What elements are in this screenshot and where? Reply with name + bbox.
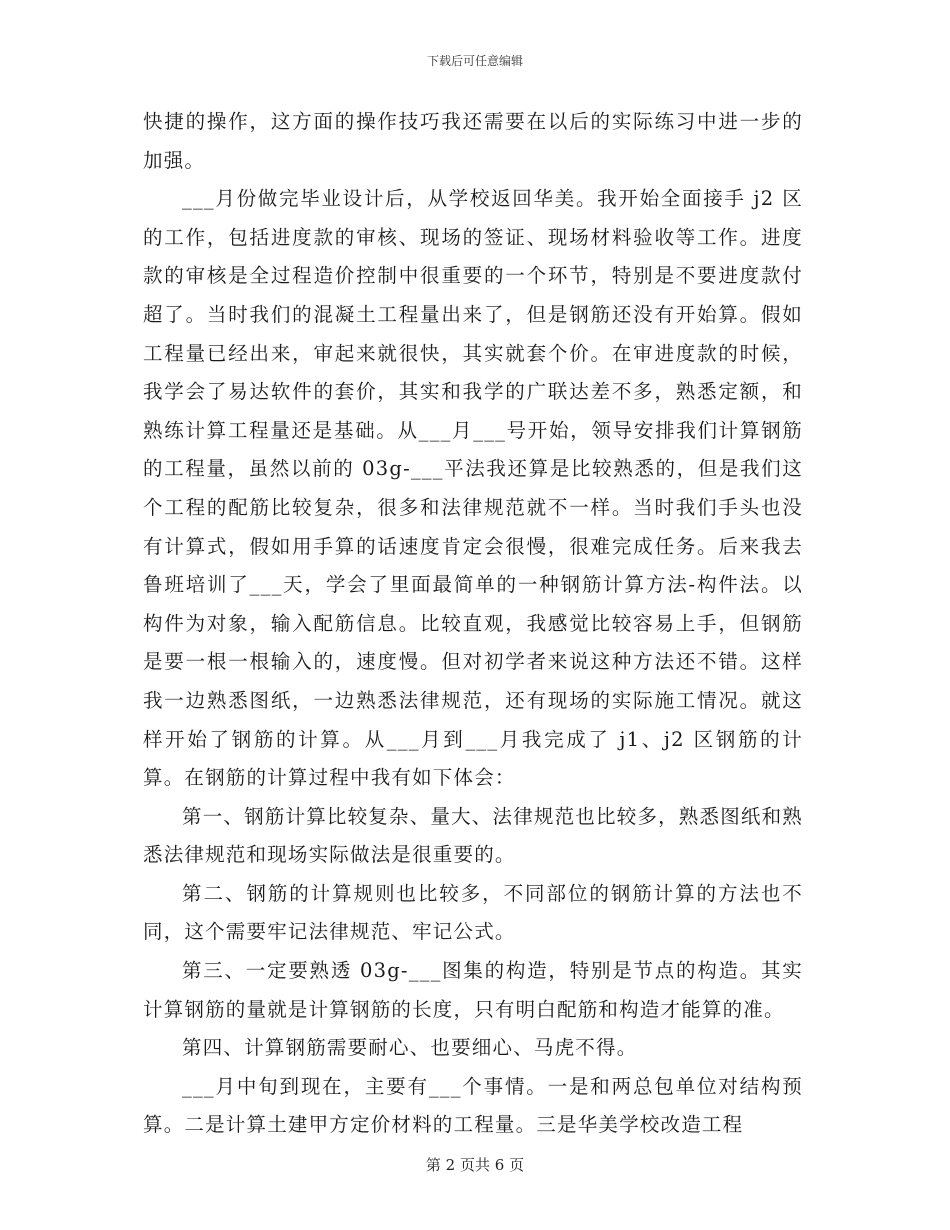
paragraph-point-two: 第二、钢筋的计算规则也比较多，不同部位的钢筋计算的方法也不同，这个需要牢记法律规范、牢记公式。: [143, 881, 803, 944]
paragraph-point-three: 第三、一定要熟透 03g-___图集的构造，特别是节点的构造。其实计算钢筋的量就是计算钢筋的长度，只有明白配筋和构造才能算的准。: [143, 959, 803, 1021]
paragraph-point-four: 第四、计算钢筋需要耐心、也要细心、马虎不得。: [182, 1036, 638, 1060]
document-body: [143, 103, 803, 1145]
paragraph-progress-work: ___月份做完毕业设计后，从学校返回华美。我开始全面接手 j2 区的工作，包括进度款的审核、现场的签证、现场材料验收等工作。进度款的审核是全过程造价控制中很重要的一个环节，特别是不要进度款付超了。当时我们的混凝土工程量出来了，但是钢筋还没有开始算。假如工程量已经出来，审起来就很快，其实就套个价。在审进度款的时候，我学会了易达软件的套价，其实和我学的广联达差不多，熟悉定额，和熟练计算工程量还是基础。从___月___号开始，领导安排我们计算钢筋的工程量，虽然以前的 03g-___平法我还算是比较熟悉的，但是我们这个工程的配筋比较复杂，很多和法律规范就不一样。当时我们手头也没有计算式，假如用手算的话速度肯定会很慢，很难完成任务。后来我去鲁班培训了___天，学会了里面最简单的一种钢筋计算方法-构件法。以构件为对象，输入配筋信息。比较直观，我感觉比较容易上手，但钢筋是要一根一根输入的，速度慢。但对初学者来说这种方法还不错。这样我一边熟悉图纸，一边熟悉法律规范，还有现场的实际施工情况。就这样开始了钢筋的计算。从___月到___月我完成了 j1、j2 区钢筋的计算。在钢筋的计算过程中我有如下体会：: [143, 187, 803, 790]
paragraph-recent-work: ___月中旬到现在，主要有___个事情。一是和两总包单位对结构预算。二是计算土建甲方定价材料的工程量。三是华美学校改造工程: [143, 1074, 803, 1137]
paragraph-continuation: 快捷的操作，这方面的操作技巧我还需要在以后的实际练习中进一步的加强。: [143, 110, 803, 172]
page-header: 下载后可任意编辑: [426, 54, 523, 68]
paragraph-point-one: 第一、钢筋计算比较复杂、量大、法律规范也比较多，熟悉图纸和熟悉法律规范和现场实际做法是很重要的。: [143, 804, 804, 867]
page-number: 第 2 页共 6 页: [425, 1156, 525, 1174]
